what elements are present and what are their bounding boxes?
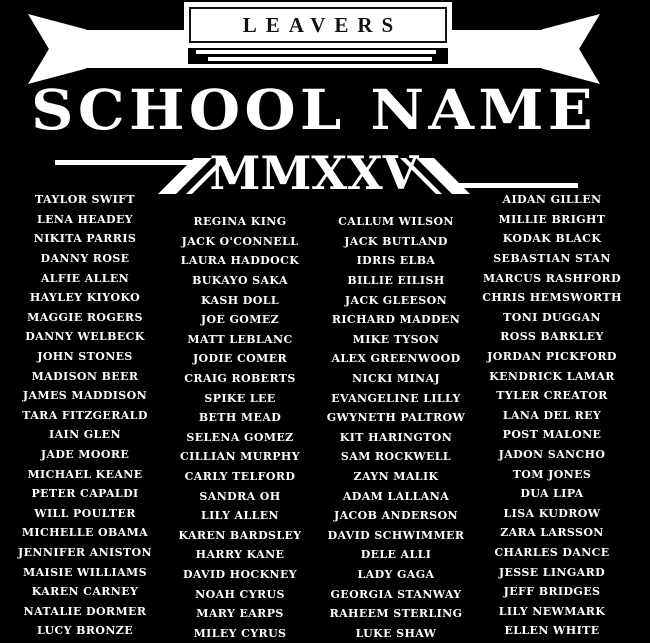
student-name: JACK GLEESON xyxy=(344,293,448,307)
student-name: MATT LEBLANC xyxy=(187,332,293,346)
student-name: SAM ROCKWELL xyxy=(340,450,452,464)
student-name: JOE GOMEZ xyxy=(200,313,280,327)
student-name: JENNIFER ANISTON xyxy=(18,545,152,559)
student-name: ALFIE ALLEN xyxy=(40,271,130,285)
student-name: ROSS BARKLEY xyxy=(500,330,604,344)
student-name: KODAK BLACK xyxy=(502,232,602,246)
student-name: KIT HARINGTON xyxy=(339,430,453,444)
student-name: EVANGELINE LILLY xyxy=(331,391,461,405)
student-name: HAYLEY KIYOKO xyxy=(29,291,141,305)
student-name: MICHELLE OBAMA xyxy=(21,526,149,540)
student-name: JADE MOORE xyxy=(40,448,130,462)
student-name: ELLEN WHITE xyxy=(504,624,600,638)
student-name: SEBASTIAN STAN xyxy=(493,252,611,266)
ribbon-shadow-strip-2 xyxy=(208,57,432,61)
student-name: JACK BUTLAND xyxy=(344,234,448,248)
student-name: JADON SANCHO xyxy=(498,448,606,462)
student-name: CARLY TELFORD xyxy=(184,470,296,484)
student-name: CRAIG ROBERTS xyxy=(184,372,296,386)
student-name: MAISIE WILLIAMS xyxy=(23,565,147,579)
student-name: KENDRICK LAMAR xyxy=(489,369,615,383)
student-name: NOAH CYRUS xyxy=(195,587,285,601)
student-name: KASH DOLL xyxy=(200,293,279,307)
student-name: KAREN CARNEY xyxy=(31,585,139,599)
school-name-title: SCHOOL NAME xyxy=(31,77,597,142)
student-name: MIKE TYSON xyxy=(352,332,440,346)
student-name: NICKI MINAJ xyxy=(351,372,440,386)
student-name: LILY ALLEN xyxy=(200,509,280,523)
student-name: CILLIAN MURPHY xyxy=(180,450,300,464)
year-roman: MMXXV xyxy=(209,146,419,200)
student-name: GEORGIA STANWAY xyxy=(330,587,462,601)
student-name: ZARA LARSSON xyxy=(500,526,604,540)
student-name: LENA HEADEY xyxy=(36,212,134,226)
student-name: NATALIE DORMER xyxy=(23,604,147,618)
student-name: DAVID HOCKNEY xyxy=(182,567,298,581)
student-name: MAGGIE ROGERS xyxy=(27,310,143,324)
student-name: TOM JONES xyxy=(512,467,592,481)
student-name: JAMES MADDISON xyxy=(22,389,148,403)
student-name: MARY EARPS xyxy=(196,607,284,621)
student-name: IAIN GLEN xyxy=(49,428,121,442)
names-column-1 xyxy=(9,190,161,641)
student-name: MILLIE BRIGHT xyxy=(498,212,606,226)
student-name: JOHN STONES xyxy=(37,350,133,364)
ribbon-band-left xyxy=(68,30,188,68)
student-name: TARA FITZGERALD xyxy=(22,408,148,422)
student-name: POST MALONE xyxy=(502,428,602,442)
student-name: CHARLES DANCE xyxy=(494,545,610,559)
student-name: LANA DEL REY xyxy=(502,408,602,422)
student-name: RAHEEM STERLING xyxy=(329,607,463,621)
student-name: DAVID SCHWIMMER xyxy=(327,528,465,542)
student-name: BUKAYO SAKA xyxy=(192,274,288,288)
student-name: TYLER CREATOR xyxy=(496,389,608,403)
leavers-banner-plate xyxy=(184,2,452,48)
student-name: LUKE SHAW xyxy=(355,626,437,640)
student-name: CHRIS HEMSWORTH xyxy=(482,291,622,305)
leavers-banner-label: LEAVERS xyxy=(242,12,403,37)
student-name: HARRY KANE xyxy=(195,548,285,562)
student-name: LADY GAGA xyxy=(357,567,435,581)
student-name: CALLUM WILSON xyxy=(338,215,454,229)
student-name: KAREN BARDSLEY xyxy=(178,528,302,542)
student-name: ALEX GREENWOOD xyxy=(331,352,461,366)
student-name: IDRIS ELBA xyxy=(356,254,436,268)
student-name: SANDRA OH xyxy=(199,489,281,503)
student-name: ADAM LALLANA xyxy=(342,489,450,503)
student-name: BETH MEAD xyxy=(198,411,282,425)
student-name: SPIKE LEE xyxy=(204,391,276,405)
student-name: MICHAEL KEANE xyxy=(27,467,143,481)
student-name: SELENA GOMEZ xyxy=(186,430,294,444)
student-name: MADISON BEER xyxy=(31,369,139,383)
student-name: BILLIE EILISH xyxy=(347,274,445,288)
student-name: LUCY BRONZE xyxy=(36,624,134,638)
student-name: LISA KUDROW xyxy=(503,506,601,520)
student-name: PETER CAPALDI xyxy=(31,487,139,501)
student-name: RICHARD MADDEN xyxy=(331,313,461,327)
student-name: GWYNETH PALTROW xyxy=(326,411,466,425)
student-name: TONI DUGGAN xyxy=(503,310,601,324)
student-name: LILY NEWMARK xyxy=(498,604,606,618)
student-name: JORDAN PICKFORD xyxy=(487,350,617,364)
student-name: DANNY ROSE xyxy=(40,252,130,266)
student-name: MARCUS RASHFORD xyxy=(482,271,622,285)
student-name: DANNY WELBECK xyxy=(25,330,145,344)
names-column-4 xyxy=(476,190,628,641)
student-name: JACK O'CONNELL xyxy=(181,234,299,248)
student-name: JODIE COMER xyxy=(192,352,288,366)
student-name: REGINA KING xyxy=(193,215,287,229)
names-column-3 xyxy=(320,212,472,643)
names-column-2 xyxy=(164,212,316,643)
student-name: MILEY CYRUS xyxy=(193,626,287,640)
student-name: DELE ALLI xyxy=(360,548,432,562)
student-name: LAURA HADDOCK xyxy=(180,254,300,268)
student-name: NIKITA PARRIS xyxy=(33,232,137,246)
student-name: JESSE LINGARD xyxy=(498,565,606,579)
ribbon-band-right xyxy=(448,30,562,68)
ribbon-band-edge xyxy=(96,64,536,68)
student-name: DUA LIPA xyxy=(520,487,584,501)
student-name: AIDAN GILLEN xyxy=(502,193,602,207)
student-name: TAYLOR SWIFT xyxy=(35,193,135,207)
student-name: JEFF BRIDGES xyxy=(503,585,601,599)
student-name: ZAYN MALIK xyxy=(353,470,439,484)
ribbon-shadow-strip-1 xyxy=(196,50,436,54)
student-name: WILL POULTER xyxy=(34,506,136,520)
student-name: JACOB ANDERSON xyxy=(333,509,459,523)
